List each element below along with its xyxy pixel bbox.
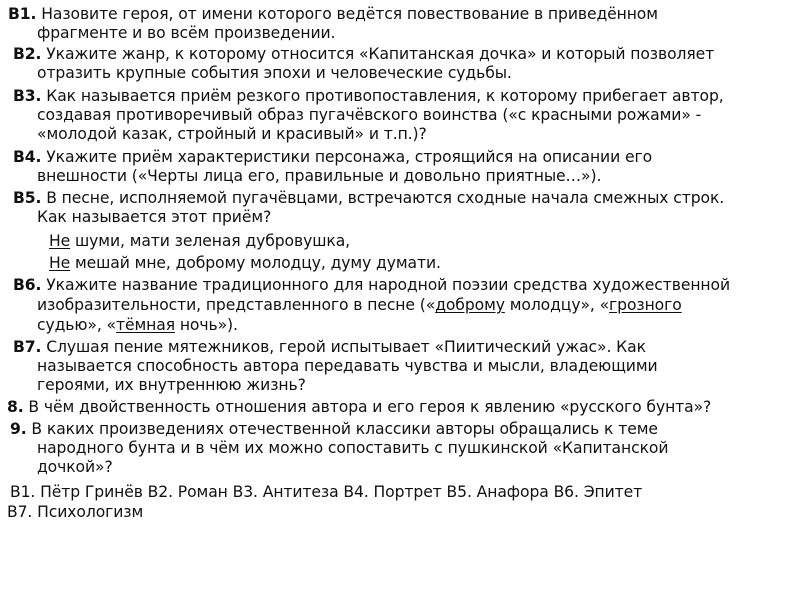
question-b1-line-1: [8, 5, 658, 24]
song-line-1: [49, 232, 350, 251]
question-b3-line-3: «молодой казак, стройный и красивый» и т.п.)?: [37, 125, 427, 143]
question-8-line-1: [7, 398, 711, 417]
question-b7-text: Слушая пение мятежников, герой испытывает «Пиитический ужас». Как: [41, 338, 646, 356]
question-b7-line-1: [13, 338, 646, 357]
question-b6-line-3-text-b: ночь»).: [174, 316, 238, 334]
song-line-2-anaphora: Не: [49, 254, 71, 272]
question-b5-number: В5.: [13, 189, 42, 207]
question-b7-number: В7.: [13, 338, 42, 356]
question-9-line-1: [10, 420, 658, 439]
question-9-text: В каких произведениях отечественной классики авторы обращались к теме: [26, 420, 658, 438]
question-b4-line-2: внешности («Черты лица его, правильные и довольно приятные…»).: [37, 167, 602, 185]
question-b6-line-2-text-a: изобразительности, представленного в песне («: [37, 296, 436, 314]
question-b6-line-2-text-b: молодцу», «: [504, 296, 610, 314]
question-b6-line-2: [37, 296, 682, 315]
question-b3-number: В3.: [13, 87, 42, 105]
question-8-number: 8.: [7, 398, 24, 416]
song-line-1-text: шуми, мати зеленая дубровушка,: [70, 232, 351, 250]
epithet-example-1: доброму: [435, 296, 505, 314]
question-9-line-2: народного бунта и в чём их можно сопоставить с пушкинской «Капитанской: [37, 439, 669, 457]
question-9-line-3: дочкой»?: [37, 458, 113, 476]
question-b2-line-2: отразить крупные события эпохи и человеческие судьбы.: [37, 64, 512, 82]
question-b3-line-2: создавая противоречивый образ пугачёвского воинства («с красными рожами» -: [37, 106, 702, 124]
question-b3-text: Как называется приём резкого противопоставления, к которому прибегает автор,: [41, 87, 724, 105]
question-b3-line-1: [13, 87, 724, 106]
song-line-1-anaphora: Не: [49, 232, 71, 250]
question-b1-text: Назовите героя, от имени которого ведётся повествование в приведённом: [36, 5, 658, 23]
song-line-2-text: мешай мне, доброму молодцу, думу думати.: [70, 254, 441, 272]
question-b7-line-3: героями, их внутреннюю жизнь?: [37, 376, 306, 394]
epithet-example-2: грозного: [609, 296, 682, 314]
question-b2-number: В2.: [13, 45, 42, 63]
question-9-number: 9.: [10, 420, 27, 438]
question-b6-number: В6.: [13, 276, 42, 294]
question-b4-text: Укажите приём характеристики персонажа, строящийся на описании его: [41, 148, 653, 166]
question-b6-line-1: [13, 276, 730, 295]
question-b5-line-1: [13, 189, 724, 208]
question-b5-text: В песне, исполняемой пугачёвцами, встречаются сходные начала смежных строк.: [41, 189, 725, 207]
song-line-2: [49, 254, 441, 273]
question-b4-number: В4.: [13, 148, 42, 166]
epithet-example-3: тёмная: [116, 316, 175, 334]
question-b2-line-1: [13, 45, 714, 64]
question-b4-line-1: [13, 148, 652, 167]
question-b6-text: Укажите название традиционного для народной поэзии средства художественной: [41, 276, 730, 294]
answers-line-1: В1. Пётр Гринёв В2. Роман В3. Антитеза В4. Портрет В5. Анафора В6. Эпитет: [10, 483, 643, 501]
question-b6-line-3: [37, 316, 238, 335]
question-b1-line-2: фрагменте и во всём произведении.: [37, 24, 336, 42]
question-b6-line-3-text-a: судью», «: [37, 316, 116, 334]
question-b1-number: В1.: [8, 5, 37, 23]
question-8-text: В чём двойственность отношения автора и его героя к явлению «русского бунта»?: [23, 398, 712, 416]
answers-line-2: В7. Психологизм: [7, 503, 144, 521]
question-b2-text: Укажите жанр, к которому относится «Капитанская дочка» и который позволяет: [41, 45, 715, 63]
question-b7-line-2: называется способность автора передавать чувства и мысли, владеющими: [37, 357, 658, 375]
question-b5-line-2: Как называется этот приём?: [37, 208, 272, 226]
